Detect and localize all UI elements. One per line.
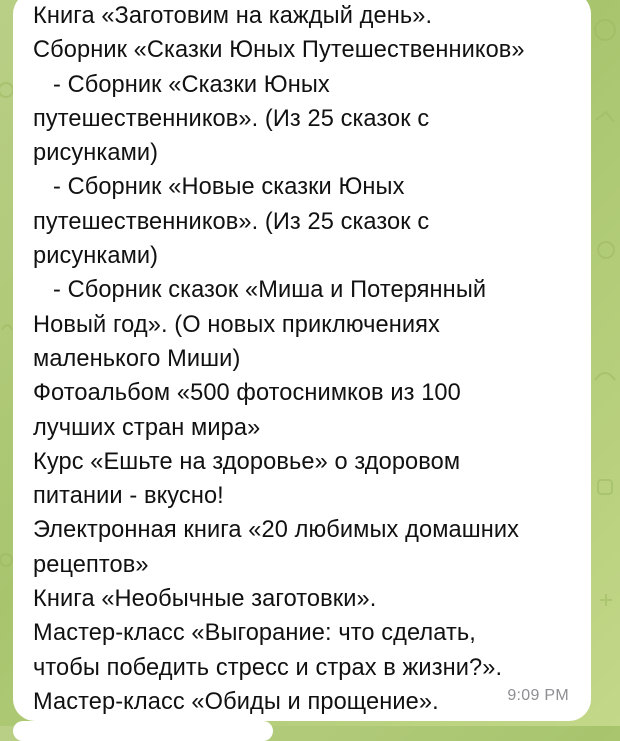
message-line: Фотоальбом «500 фотоснимков из 100: [33, 380, 461, 407]
message-line: рисунками): [33, 243, 159, 270]
message-line: Курс «Ешьте на здоровье» о здоровом: [33, 448, 461, 475]
message-line: путешественников». (Из 25 сказок с: [33, 105, 430, 132]
next-message-bubble[interactable]: [13, 721, 273, 741]
message-line: Сборник «Сказки Юных Путешественников»: [33, 37, 525, 64]
message-line: маленького Миши): [33, 345, 241, 372]
message-line: чтобы победить стресс и страх в жизни?».: [33, 654, 503, 681]
message-line: - Сборник «Сказки Юных: [33, 71, 330, 98]
message-line: - Сборник «Новые сказки Юных: [33, 174, 405, 201]
message-line: - Сборник сказок «Миша и Потерянный: [33, 277, 487, 304]
message-line: Мастер-класс «Обиды и прощение».: [33, 688, 439, 715]
message-line: Новый год». (О новых приключениях: [33, 311, 440, 338]
message-line: рецептов»: [33, 551, 149, 578]
message-timestamp: 9:09 PM: [507, 687, 569, 704]
message-line: питании - вкусно!: [33, 483, 224, 510]
message-line: Книга «Необычные заготовки».: [33, 586, 377, 613]
message-line: лучших стран мира»: [33, 414, 261, 441]
message-bubble[interactable]: [13, 0, 591, 721]
message-line: Мастер-класс «Выгорание: что сделать,: [33, 620, 476, 647]
message-line: Электронная книга «20 любимых домашних: [33, 517, 520, 544]
message-line: путешественников». (Из 25 сказок с: [33, 208, 430, 235]
message-line: рисунками): [33, 140, 159, 167]
message-line: Книга «Заготовим на каждый день».: [33, 3, 433, 29]
message-text: [33, 0, 569, 719]
